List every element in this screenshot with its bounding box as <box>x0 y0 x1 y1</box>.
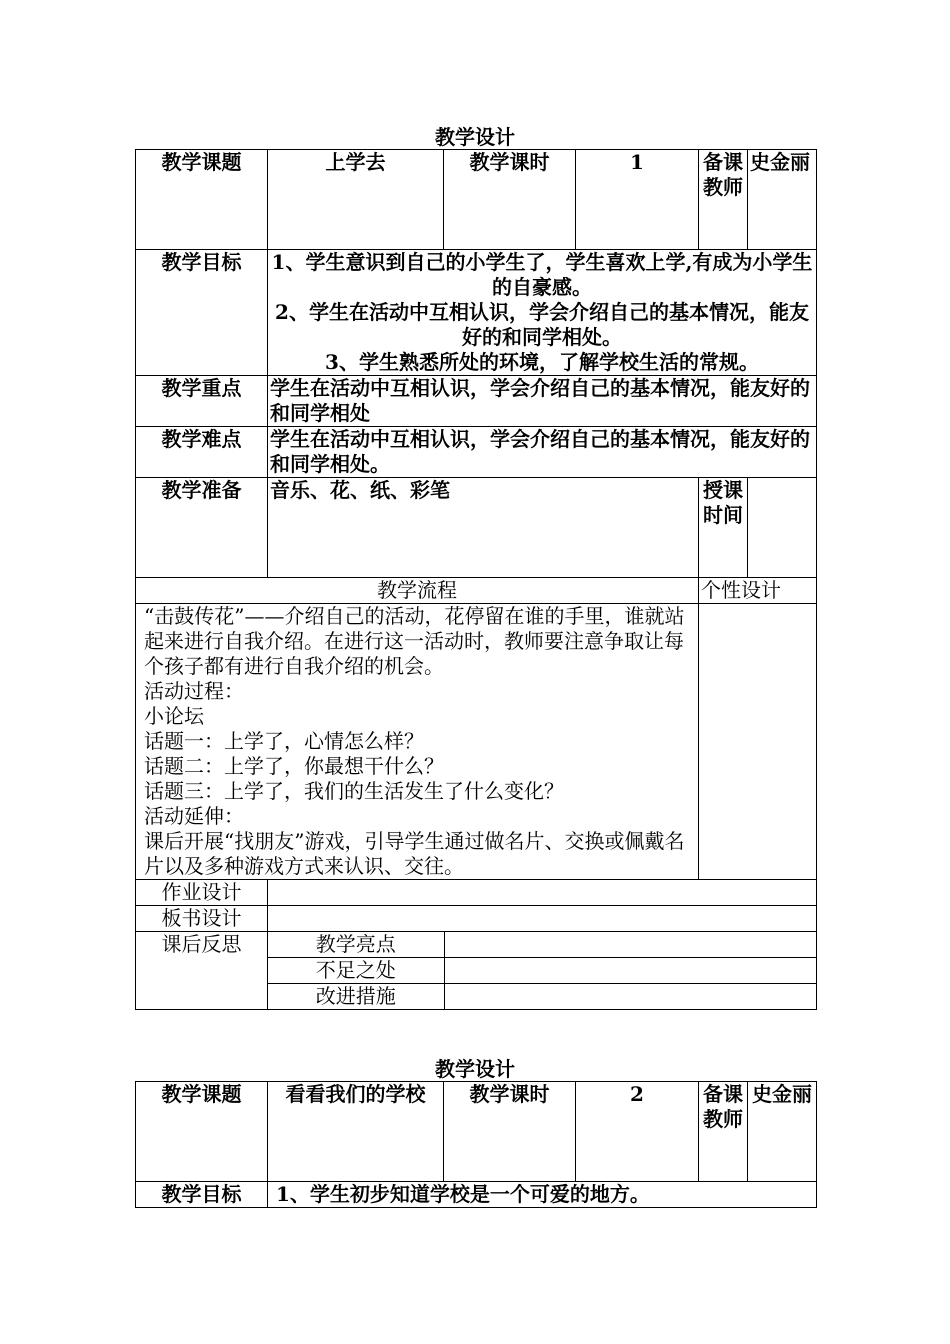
teacher-value: 史金丽 <box>748 1082 817 1182</box>
label-period: 教学课时 <box>444 150 576 250</box>
goals-row <box>136 250 817 376</box>
label-prep: 教学准备 <box>136 478 268 578</box>
key-value: 学生在活动中互相认识，学会介绍自己的基本情况，能友好的和同学相处 <box>268 376 817 427</box>
flow-paragraph: 小论坛 <box>144 704 204 728</box>
homework-value <box>268 880 817 906</box>
reflection-cell <box>268 932 817 1010</box>
flow-row <box>136 604 817 880</box>
flow-paragraph: 话题三：上学了，我们的生活发生了什么变化？ <box>144 779 564 803</box>
difficulty-value: 学生在活动中互相认识，学会介绍自己的基本情况，能友好的和同学相处。 <box>268 427 817 478</box>
topic-value: 上学去 <box>268 150 444 250</box>
label-difficulty: 教学难点 <box>136 427 268 478</box>
time-value <box>748 478 817 578</box>
flow-paragraph: 活动过程： <box>144 679 244 703</box>
period-value: 1 <box>576 150 699 250</box>
reflection-value <box>444 984 816 1010</box>
personal-design-cell <box>699 604 817 880</box>
label-flow: 教学流程 <box>136 578 699 604</box>
label-personal: 个性设计 <box>699 578 817 604</box>
goals-cell <box>268 250 817 376</box>
flow-paragraph: 活动延伸： <box>144 804 244 828</box>
reflection-subtable <box>268 932 816 1009</box>
teacher-value: 史金丽 <box>748 150 817 250</box>
topic-row <box>136 150 817 250</box>
lesson-plan-table-2 <box>135 1081 817 1208</box>
goal-item: 2、学生在活动中互相认识，学会介绍自己的基本情况，能友好的和同学相处。 <box>275 300 809 349</box>
label-key: 教学重点 <box>136 376 268 427</box>
goals-row <box>136 1182 817 1208</box>
key-row <box>136 376 817 427</box>
goal-item: 1、学生初步知道学校是一个可爱的地方。 <box>268 1182 817 1208</box>
reflection-value <box>444 932 816 958</box>
flow-paragraph: 话题一：上学了，心情怎么样？ <box>144 729 424 753</box>
reflection-item: 教学亮点 <box>268 932 444 958</box>
label-topic: 教学课题 <box>136 150 268 250</box>
reflection-item: 不足之处 <box>268 958 444 984</box>
label-homework: 作业设计 <box>136 880 268 906</box>
prep-value: 音乐、花、纸、彩笔 <box>268 478 699 578</box>
flow-paragraph: 课后开展“找朋友”游戏，引导学生通过做名片、交换或佩戴名片以及多种游戏方式来认识、交往。 <box>144 829 685 878</box>
prep-row <box>136 478 817 578</box>
page-title: 教学设计 <box>435 125 515 149</box>
reflection-item: 改进措施 <box>268 984 444 1010</box>
flow-paragraph: 话题二：上学了，你最想干什么？ <box>144 754 444 778</box>
reflection-row <box>136 932 817 1010</box>
goal-item: 3、学生熟悉所处的环境，了解学校生活的常规。 <box>325 350 759 374</box>
label-teacher: 备课教师 <box>699 150 748 250</box>
period-value: 2 <box>576 1082 699 1182</box>
topic-value: 看看我们的学校 <box>268 1082 444 1182</box>
difficulty-row <box>136 427 817 478</box>
flow-paragraph: “击鼓传花”——介绍自己的活动，花停留在谁的手里，谁就站起来进行自我介绍。在进行这一活动时，教师要注意争取让每个孩子都有进行自我介绍的机会。 <box>144 604 685 678</box>
flow-header-row <box>136 578 817 604</box>
label-time: 授课时间 <box>699 478 748 578</box>
lesson-plan-table <box>135 149 817 1010</box>
label-topic: 教学课题 <box>136 1082 268 1182</box>
page-title-2: 教学设计 <box>435 1057 515 1081</box>
label-period: 教学课时 <box>444 1082 576 1182</box>
homework-row <box>136 880 817 906</box>
topic-row <box>136 1082 817 1182</box>
board-value <box>268 906 817 932</box>
label-board: 板书设计 <box>136 906 268 932</box>
label-goals: 教学目标 <box>136 1182 268 1208</box>
label-reflection: 课后反思 <box>136 932 268 1010</box>
label-goals: 教学目标 <box>136 250 268 376</box>
reflection-value <box>444 958 816 984</box>
label-teacher: 备课教师 <box>699 1082 748 1182</box>
flow-content <box>136 604 699 880</box>
goal-item: 1、学生意识到自己的小学生了，学生喜欢上学,有成为小学生的自豪感。 <box>271 250 813 299</box>
board-row <box>136 906 817 932</box>
